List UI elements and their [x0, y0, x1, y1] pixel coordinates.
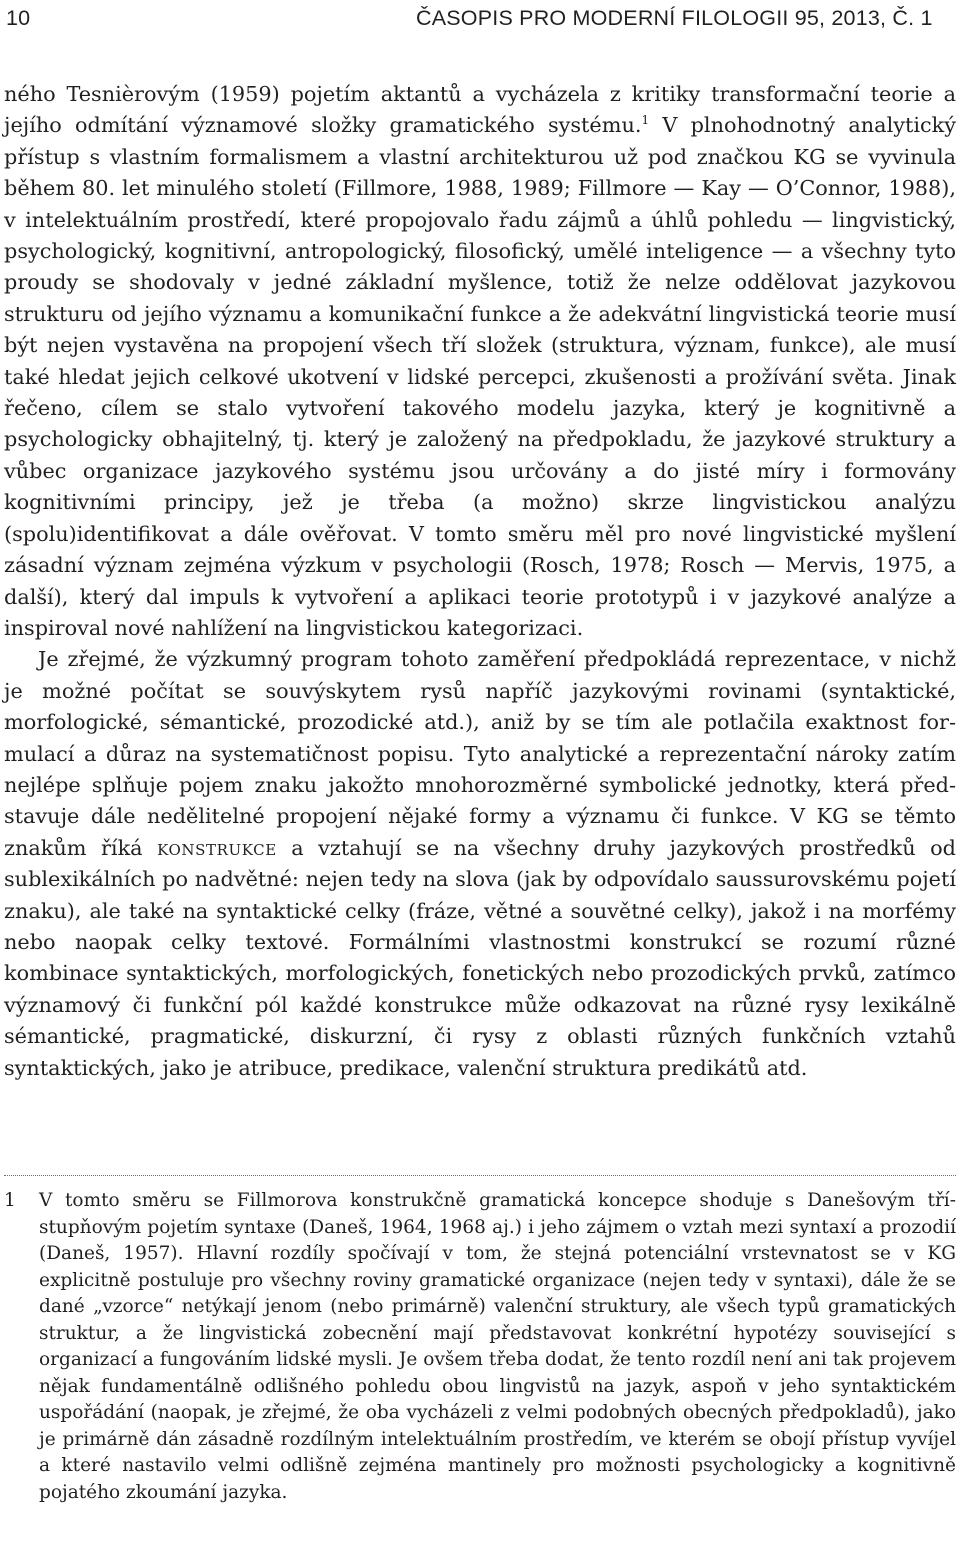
- footnote-separator: [4, 1175, 956, 1176]
- paragraph-1: [4, 79, 956, 644]
- paragraph-2-text-a: Je zřejmé, že výzkumný program tohoto zaměření předpokládá reprezentace, v nichž je možné počítat se souvýskytem rysů napříč jazykovými rovinami (syntaktické, morfologické, sémantické, prozodické atd.), aniž by se tím ale potlačila exaktnost formulací a důraz na systematičnost popisu. Tyto analytické a reprezentační nároky zatím nejlépe splňuje pojem znaku jakožto mnohorozměrné symbolické jednotky, která představuje dále nedělitelné propojení nějaké formy a významu či funkce. V KG se těmto znakům říká: [4, 647, 956, 860]
- term-konstrukce: konstrukce: [157, 835, 277, 860]
- paragraph-2-text-b: a vztahují se na všechny druhy jazykových prostředků od sublexikálních po nadvětné: nejen tedy na slova (jak by odpovídalo saussurovskému pojetí znaku), ale také na syntaktické celky (fráze, větné a souvětné celky), jakož i na morfémy nebo naopak celky textové. Formálními vlastnostmi konstrukcí se rozumí různé kombinace syntaktických, morfologických, fonetických nebo prozodických prvků, zatímco významový či funkční pól každé konstrukce může odkazovat na různé rysy lexikálně sémantické, pragmatické, diskurzní, či rysy z oblasti různých funkčních vztahů syntaktických, jako je atribuce, predikace, valenční struktura predikátů atd.: [4, 835, 956, 1080]
- article-body: [4, 79, 956, 1084]
- paragraph-2: [4, 644, 956, 1084]
- journal-title: ČASOPIS PRO MODERNÍ FILOLOGII 95, 2013, Č. 1: [416, 6, 933, 30]
- paragraph-1-text-b: V plnohodnotný analytický přístup s vlastním formalismem a vlastní architekturou už pod značkou KG se vyvinula během 80. let minulého století (Fillmore, 1988, 1989; Fillmore — Kay — O’Connor, 1988), v intelektuálním prostředí, které propojovalo řadu zájmů a úhlů pohledu — lingvistický, psychologický, kognitivní, antropologický, filosofický, umělé inteligence — a všechny tyto proudy se shodovaly v jedné základní myšlence, totiž že nelze oddělovat jazykovou strukturu od jejího významu a komunikační funkce a že adekvátní lingvistická teorie musí být nejen vystavěna na propojení všech tří složek (struktura, význam, funkce), ale musí také hledat jejich celkové ukotvení v lidské percepci, zkušenosti a prožívání světa. Jinak řečeno, cílem se stalo vytvoření takového modelu jazyka, který je kognitivně a psychologicky obhajitelný, tj. který je založený na předpokladu, že jazykové struktury a vůbec organizace jazykového systému jsou určovány a do jisté míry i formovány kognitivními principy, jež je třeba (a možno) skrze lingvistickou analýzu (spolu)identifikovat a dále ověřovat. V tomto směru měl pro nové lingvistické myšlení zásadní význam zejména výzkum v psychologii (Rosch, 1978; Rosch — Mervis, 1975, a další), který dal impuls k vytvoření a aplikaci teorie prototypů i v jazykové analýze a inspiroval nové nahlížení na lingvistickou kategorizaci.: [4, 113, 956, 640]
- running-head: [6, 6, 956, 40]
- footnote-reference[interactable]: 1: [641, 113, 650, 128]
- footnote-number: 1: [4, 1190, 16, 1211]
- page-number: 10: [6, 6, 31, 30]
- footnote-text: V tomto směru se Fillmorova konstrukčně gramatická koncepce shoduje s Danešovým třístupňovým pojetím syntaxe (Daneš, 1964, 1968 aj.) i jeho zájmem o vztah mezi syntaxí a prozodií (Daneš, 1957). Hlavní rozdíly spočívají v tom, že stejná potenciální vrstevnatost se v KG explicitně postuluje pro všechny roviny gramatické organizace (nejen tedy v syntaxi), dále že se dané „vzorce“ netýkají jenom (nebo primárně) valenční struktury, ale všech typů gramatických struktur, a že lingvistická zobecnění mají představovat konkrétní hypotézy související s organizací a fungováním lidské mysli. Je ovšem třeba dodat, že tento rozdíl není ani tak projevem nějak fundamentálně odlišného pohledu obou lingvistů na jazyk, aspoň v jeho syntaktickém uspořádání (naopak, je zřejmé, že oba vycházeli z velmi podobných obecných předpokladů), jako je primárně dán zásadně rozdílným intelektuálním prostředím, ve kterém se obojí přístup vyvíjel a které nastavilo velmi odlišně zejména mantinely pro možnosti psychologicky a kognitivně pojatého zkoumání jazyka.: [39, 1190, 956, 1503]
- footnote: [4, 1188, 956, 1506]
- paragraph-1-text-a: ného Tesnièrovým (1959) pojetím aktantů a vycházela z kritiky transformační teorie a jejího odmítání významové složky gramatického systému.: [4, 82, 956, 138]
